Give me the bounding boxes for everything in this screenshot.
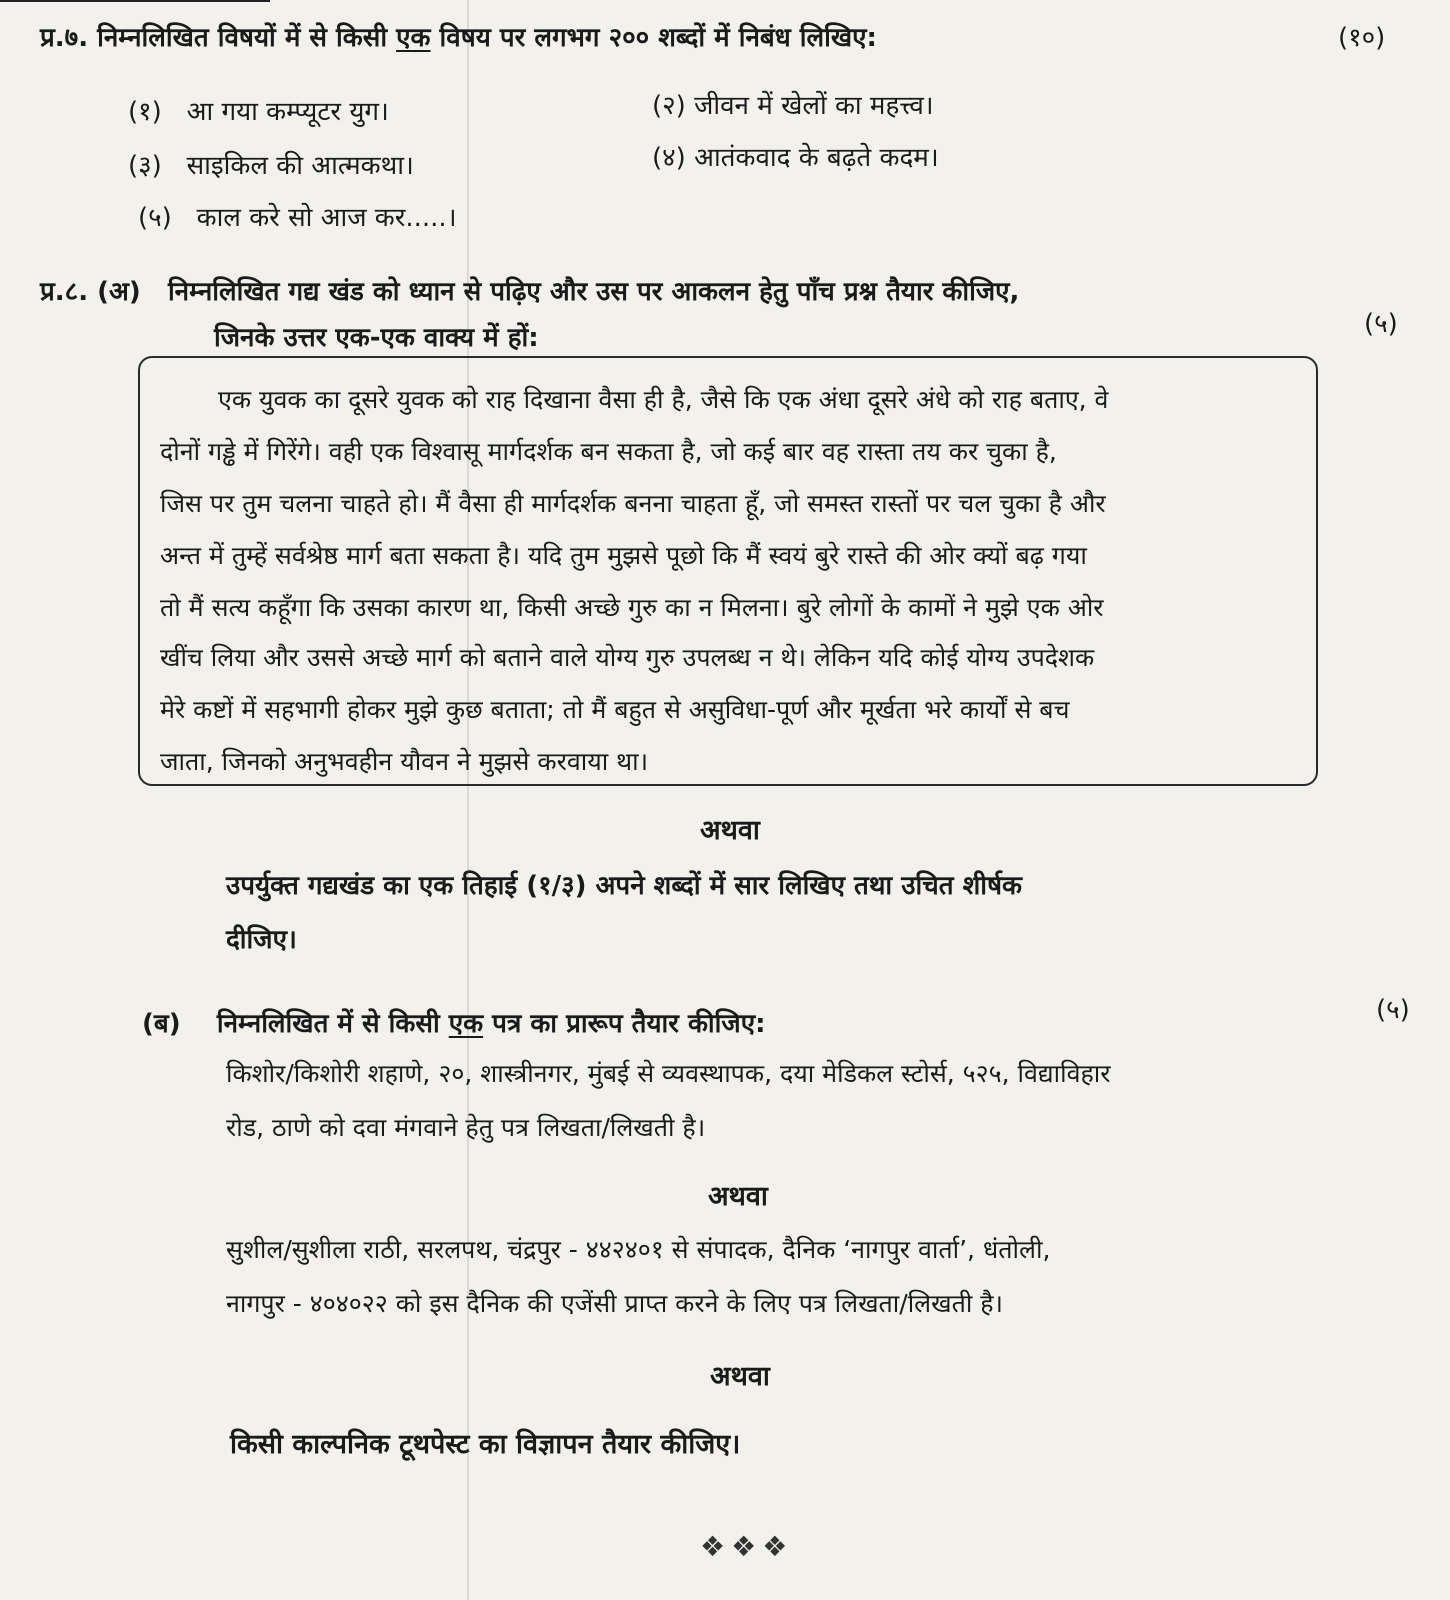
q8-label: प्र.८. bbox=[40, 277, 89, 307]
q8-a-label: (अ) bbox=[97, 277, 141, 307]
q8-a-instruction-1: निम्नलिखित गद्य खंड को ध्यान से पढ़िए और उस पर आकलन हेतु पाँच प्रश्न तैयार कीजिए, bbox=[167, 277, 1020, 307]
q7-option-2-text: जीवन में खेलों का महत्त्व। bbox=[694, 91, 934, 121]
q8-a-alt-line-1: उपर्युक्त गद्यखंड का एक तिहाई (१/३) अपने शब्दों में सार लिखिए तथा उचित शीर्षक bbox=[226, 871, 1022, 901]
letter-2-line-1: सुशील/सुशीला राठी, सरलपथ, चंद्रपुर - ४४२४०१ से संपादक, दैनिक ‘नागपुर वार्ता’, धंतोली, bbox=[226, 1235, 1051, 1264]
passage-line-8: जाता, जिनको अनुभवहीन यौवन ने मुझसे करवाया था। bbox=[160, 747, 649, 776]
q7-option-1-text: आ गया कम्प्यूटर युग। bbox=[186, 97, 389, 127]
q7-option-3-num: (३) bbox=[128, 151, 162, 181]
q7-option-2 bbox=[652, 86, 934, 122]
passage-line-4: अन्त में तुम्हें सर्वश्रेष्ठ मार्ग बता सकता है। यदि तुम मुझसे पूछो कि मैं स्वयं बुरे रास्ते की ओर क्यों बढ़ गया bbox=[160, 541, 1087, 570]
q7-option-4 bbox=[652, 138, 939, 174]
q7-option-4-text: आतंकवाद के बढ़ते कदम। bbox=[694, 143, 939, 173]
q7-instruction bbox=[40, 18, 877, 54]
q7-option-5-text: काल करे सो आज कर.....। bbox=[196, 203, 457, 233]
q8-b-label: (ब) bbox=[142, 1009, 181, 1039]
q7-instruction-post: विषय पर लगभग २०० शब्दों में निबंध लिखिए: bbox=[439, 23, 877, 53]
q7-option-3 bbox=[128, 146, 414, 182]
end-ornament: ❖❖❖ bbox=[700, 1530, 794, 1563]
passage-line-7: मेरे कष्टों में सहभागी होकर मुझे कुछ बताता; तो मैं बहुत से असुविधा-पूर्ण और मूर्खता भरे कार्यों से बच bbox=[160, 695, 1070, 724]
q7-label: प्र.७. bbox=[40, 23, 89, 53]
or-label-a: अथवा bbox=[700, 815, 760, 846]
passage-line-2: दोनों गड्ढे में गिरेंगे। वही एक विश्वासू मार्गदर्शक बन सकता है, जो कई बार वह रास्ता तय कर चुका है, bbox=[160, 437, 1057, 466]
q8-a-instruction-2: जिनके उत्तर एक-एक वाक्य में हों: bbox=[214, 323, 539, 353]
top-rule bbox=[0, 0, 270, 2]
q7-option-3-text: साइकिल की आत्मकथा। bbox=[186, 151, 414, 181]
passage-line-1: एक युवक का दूसरे युवक को राह दिखाना वैसा ही है, जैसे कि एक अंधा दूसरे अंधे को राह बताए, वे bbox=[218, 385, 1109, 414]
or-label-b1: अथवा bbox=[708, 1181, 768, 1212]
q8-b-instruction-em: एक bbox=[448, 1009, 484, 1039]
or-label-b2: अथवा bbox=[710, 1361, 770, 1392]
q7-option-1-num: (१) bbox=[128, 97, 162, 127]
q8-a-marks: (५) bbox=[1364, 309, 1398, 339]
letter-2-line-2: नागपुर - ४०४०२२ को इस दैनिक की एजेंसी प्राप्त करने के लिए पत्र लिखता/लिखती है। bbox=[226, 1289, 1004, 1318]
passage-line-5: तो मैं सत्य कहूँगा कि उसका कारण था, किसी अच्छे गुरु का न मिलना। बुरे लोगों के कामों ने मुझे एक ओर bbox=[160, 593, 1104, 622]
letter-1-line-2: रोड, ठाणे को दवा मंगवाने हेतु पत्र लिखता/लिखती है। bbox=[226, 1113, 706, 1142]
q7-option-5 bbox=[138, 198, 457, 234]
q7-option-5-num: (५) bbox=[138, 203, 172, 233]
q7-option-4-num: (४) bbox=[652, 143, 686, 173]
q8-b-heading bbox=[142, 1004, 765, 1040]
q7-option-1 bbox=[128, 92, 389, 128]
q8-a-alt-line-2: दीजिए। bbox=[226, 925, 297, 955]
q8-b-marks: (५) bbox=[1376, 995, 1410, 1025]
passage-line-6: खींच लिया और उससे अच्छे मार्ग को बताने वाले योग्य गुरु उपलब्ध न थे। लेकिन यदि कोई योग्य उपदेशक bbox=[160, 643, 1095, 672]
letter-1-line-1: किशोर/किशोरी शहाणे, २०, शास्त्रीनगर, मुंबई से व्यवस्थापक, दया मेडिकल स्टोर्स, ५२५, विद्याविहार bbox=[226, 1059, 1111, 1088]
paper-crease bbox=[467, 0, 469, 1600]
ad-instruction: किसी काल्पनिक टूथपेस्ट का विज्ञापन तैयार कीजिए। bbox=[230, 1429, 741, 1460]
q7-option-2-num: (२) bbox=[652, 91, 686, 121]
q8-b-instruction-post: पत्र का प्रारूप तैयार कीजिए: bbox=[492, 1009, 766, 1039]
q7-marks: (१०) bbox=[1338, 23, 1386, 53]
q7-instruction-pre: निम्नलिखित विषयों में से किसी bbox=[97, 23, 388, 53]
q8-a-heading bbox=[40, 272, 1019, 308]
q8-b-instruction-pre: निम्नलिखित में से किसी bbox=[216, 1009, 440, 1039]
q7-instruction-em: एक bbox=[396, 23, 431, 53]
passage-line-3: जिस पर तुम चलना चाहते हो। मैं वैसा ही मार्गदर्शक बनना चाहता हूँ, जो समस्त रास्तों पर चल चुका है और bbox=[160, 489, 1106, 518]
